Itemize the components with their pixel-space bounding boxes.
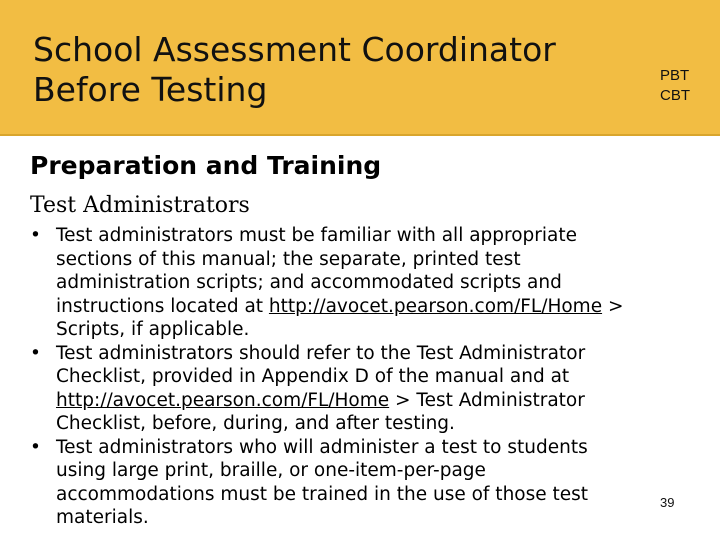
bullet-line [56,389,690,413]
bullet-list [30,224,690,530]
bullet-line: • Test administrators must be familiar with all appropriate [56,225,578,246]
section-heading: Preparation and Training [30,151,382,180]
avocet-home-link[interactable]: http://avocet.pearson.com/FL/Home [56,389,390,411]
bullet-line: Checklist, provided in Appendix D of the manual and at [56,366,570,387]
avocet-home-link[interactable]: http://avocet.pearson.com/FL/Home [268,295,603,317]
bullet-line: administration scripts; and accommodated scripts and [56,272,562,293]
bullet-item [30,342,690,436]
link-suffix-text: > [602,295,624,317]
slide-title-line-2: Before Testing [33,70,268,109]
bullet-line: • Test administrators should refer to the Test Administrator [56,342,586,364]
subsection-heading: Test Administrators [30,193,250,218]
bullet-line: Checklist, before, during, and after testing. [56,413,455,434]
bullet-line: accommodations must be trained in the use of those test [56,483,589,505]
slide-title-line-1: School Assessment Coordinator [33,30,556,69]
link-prefix-text: instructions located at [56,295,269,317]
bullet-line: using large print, braille, or one-item-per-page [56,460,486,481]
test-mode-labels [660,66,690,106]
bullet-line: sections of this manual; the separate, printed test [56,248,521,270]
link-suffix-text: > Test Administrator [389,389,585,411]
bullet-item [30,224,690,342]
bullet-item [30,436,690,530]
title-banner [0,0,720,136]
page-number: 39 [660,495,675,510]
pbt-label: PBT [660,67,690,84]
slide-title [33,30,633,110]
bullet-line [56,295,690,319]
bullet-line: Scripts, if applicable. [56,319,250,340]
bullet-line: • Test administrators who will administer a test to students [56,436,588,458]
bullet-line: materials. [56,507,149,528]
cbt-label: CBT [660,87,690,104]
